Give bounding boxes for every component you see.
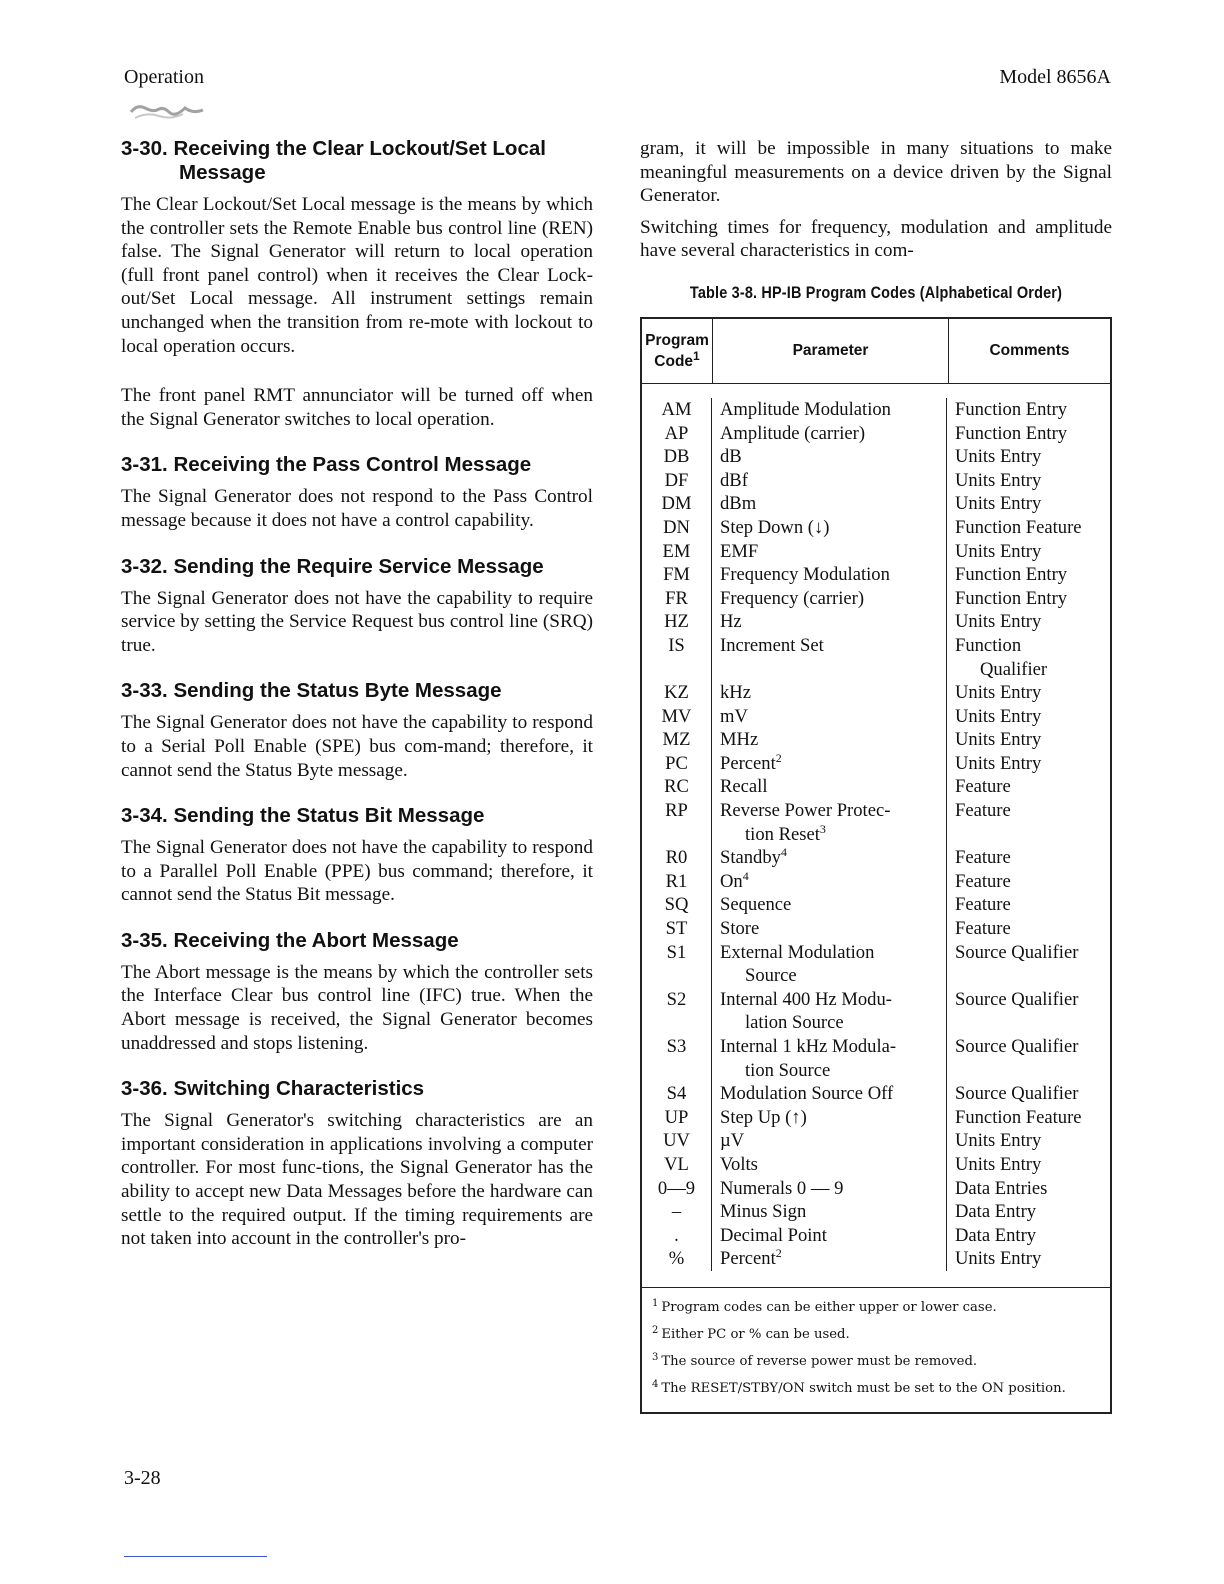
table-row bbox=[642, 1153, 1110, 1177]
cell-comment bbox=[947, 587, 1110, 611]
cell-code: FR bbox=[642, 587, 712, 611]
comment-text: Function Entry bbox=[955, 422, 1068, 444]
table-title: Table 3-8. HP-IB Program Codes (Alphabetical Order) bbox=[689, 282, 1063, 302]
table-row bbox=[642, 1106, 1110, 1130]
cell-parameter bbox=[712, 941, 947, 988]
cell-code: . bbox=[642, 1224, 712, 1248]
comment-text: Feature bbox=[955, 776, 1011, 798]
cell-comment bbox=[947, 752, 1110, 776]
parameter-text: Standby bbox=[720, 847, 781, 869]
parameter-text: kHz bbox=[720, 682, 751, 704]
cell-comment bbox=[947, 893, 1110, 917]
program-codes-table bbox=[640, 317, 1112, 1414]
section-3-32 bbox=[121, 555, 593, 658]
parameter-text: Step Up (↑) bbox=[720, 1106, 807, 1128]
parameter-text-line2: lation Source bbox=[745, 1012, 844, 1034]
paragraph: The Clear Lockout/Set Local message is the means by which the controller sets the Remote Enable bus control line (REN) false. The Signal Generator will return to local operation (full front panel control) when it receives the Clear Lock-out/Set Local message. All instrument settings remain unchanged when the transition from re-mote with lockout to local operation occurs. bbox=[121, 194, 593, 357]
cell-code: DN bbox=[642, 516, 712, 540]
footnote-ref: 2 bbox=[775, 1246, 782, 1261]
cell-code: MV bbox=[642, 705, 712, 729]
comment-text: Source Qualifier bbox=[955, 1036, 1079, 1057]
parameter-text: dBm bbox=[720, 493, 757, 515]
table-row bbox=[642, 799, 1110, 846]
footnote bbox=[652, 1324, 1110, 1342]
cell-comment bbox=[947, 1177, 1110, 1201]
cell-code: RC bbox=[642, 775, 712, 799]
cell-parameter bbox=[712, 846, 947, 870]
parameter-text: Percent bbox=[720, 752, 776, 774]
cell-code: S3 bbox=[642, 1035, 712, 1082]
table-row bbox=[642, 1177, 1110, 1201]
table-row bbox=[642, 1082, 1110, 1106]
cell-code: FM bbox=[642, 563, 712, 587]
cell-code: EM bbox=[642, 540, 712, 564]
table-row bbox=[642, 563, 1110, 587]
comment-text: Units Entry bbox=[955, 752, 1042, 774]
comment-text: Source Qualifier bbox=[955, 1083, 1079, 1105]
comment-text: Feature bbox=[955, 918, 1011, 940]
table-row bbox=[642, 398, 1110, 422]
cell-comment bbox=[947, 1129, 1110, 1153]
cell-parameter bbox=[712, 1106, 947, 1130]
parameter-text-line2: tion Source bbox=[745, 1059, 831, 1081]
parameter-text: External Modulation bbox=[720, 941, 875, 963]
comment-text: Units Entry bbox=[955, 611, 1042, 633]
cell-parameter bbox=[712, 728, 947, 752]
comment-text: Feature bbox=[955, 847, 1011, 869]
section-heading bbox=[121, 1077, 593, 1101]
cell-parameter bbox=[712, 516, 947, 540]
cell-parameter bbox=[712, 610, 947, 634]
section-number: 3-33. bbox=[121, 679, 168, 703]
comment-text: Function Entry bbox=[955, 587, 1068, 609]
section-number: 3-30. bbox=[121, 137, 168, 160]
cell-parameter bbox=[712, 1129, 947, 1153]
footnote-mark: 1 bbox=[652, 1297, 659, 1309]
paragraph: The Signal Generator does not have the capability to respond to a Parallel Poll Enable (PPE) bus command; therefore, it cannot send the Status Bit message. bbox=[121, 837, 593, 906]
parameter-text-cont bbox=[720, 964, 946, 988]
table-row bbox=[642, 634, 1110, 681]
cell-comment bbox=[947, 988, 1110, 1035]
cell-code: KZ bbox=[642, 681, 712, 705]
cell-comment bbox=[947, 799, 1110, 846]
comment-text: Units Entry bbox=[955, 540, 1042, 562]
table-row bbox=[642, 752, 1110, 776]
comment-text: Units Entry bbox=[955, 493, 1042, 515]
cell-comment bbox=[947, 445, 1110, 469]
table-row bbox=[642, 728, 1110, 752]
table-row bbox=[642, 587, 1110, 611]
parameter-text: dBf bbox=[720, 469, 748, 491]
paragraph: The Signal Generator does not have the capability to respond to a Serial Poll Enable (SPE) bus com-mand; therefore, it cannot send the Status Byte message. bbox=[121, 712, 593, 781]
cell-comment bbox=[947, 492, 1110, 516]
section-number: 3-32. bbox=[121, 554, 168, 578]
comment-text: Data Entry bbox=[955, 1224, 1037, 1246]
header-program-code: Program Code$^1$ bbox=[642, 319, 713, 383]
comment-text: Feature bbox=[955, 800, 1011, 822]
table-row bbox=[642, 516, 1110, 540]
paragraph: The Signal Generator's switching characteristics are an important consideration in applications involving a computer controller. For most func-tions, the Signal Generator has the ability to accept new Data Messages before the hardware can settle to the required output. If the timing requirements are not taken into account in the controller's pro- bbox=[121, 1110, 593, 1250]
section-heading bbox=[121, 453, 593, 477]
section-number: 3-36. bbox=[121, 1077, 168, 1101]
cell-comment bbox=[947, 540, 1110, 564]
cell-parameter bbox=[712, 752, 947, 776]
parameter-text: Percent bbox=[720, 1248, 776, 1270]
cell-comment bbox=[947, 1082, 1110, 1106]
cell-comment bbox=[947, 917, 1110, 941]
section-3-35 bbox=[121, 929, 593, 1055]
parameter-text: Frequency Modulation bbox=[720, 564, 890, 586]
section-heading bbox=[121, 929, 593, 953]
section-title: Receiving the Pass Control Message bbox=[173, 453, 532, 477]
footnote bbox=[652, 1378, 1110, 1396]
parameter-text-line2: tion Reset bbox=[745, 823, 820, 845]
cell-parameter bbox=[712, 422, 947, 446]
table-row bbox=[642, 469, 1110, 493]
paragraph: The front panel RMT annunciator will be turned off when the Signal Generator switches to local operation. bbox=[121, 385, 593, 430]
cell-comment bbox=[947, 422, 1110, 446]
table-row bbox=[642, 705, 1110, 729]
cell-parameter bbox=[712, 1035, 947, 1082]
paragraph: Switching times for frequency, modulation and amplitude have several characteristics in com- bbox=[640, 216, 1112, 262]
footnote bbox=[652, 1297, 1110, 1315]
section-title: Receiving the Abort Message bbox=[173, 928, 459, 952]
parameter-text: Sequence bbox=[720, 894, 792, 916]
parameter-text: dB bbox=[720, 446, 742, 468]
comment-text: Units Entry bbox=[955, 1248, 1042, 1270]
section-number: 3-34. bbox=[121, 804, 168, 828]
parameter-text: mV bbox=[720, 705, 748, 727]
cell-comment bbox=[947, 775, 1110, 799]
footnote-text: Either PC or % can be used. bbox=[661, 1326, 850, 1342]
cell-comment bbox=[947, 705, 1110, 729]
cell-comment bbox=[947, 469, 1110, 493]
header-parameter: Parameter bbox=[713, 319, 949, 383]
parameter-text: EMF bbox=[720, 540, 759, 562]
parameter-text: Amplitude Modulation bbox=[720, 398, 891, 420]
parameter-text: Numerals 0 — 9 bbox=[720, 1177, 844, 1199]
parameter-text: Increment Set bbox=[720, 634, 824, 656]
cell-comment bbox=[947, 563, 1110, 587]
footnote-text: Program codes can be either upper or lower case. bbox=[661, 1299, 997, 1315]
cell-code: DF bbox=[642, 469, 712, 493]
cell-parameter bbox=[712, 893, 947, 917]
cell-parameter bbox=[712, 681, 947, 705]
section-title: Sending the Status Byte Message bbox=[173, 679, 502, 703]
cell-code: IS bbox=[642, 634, 712, 681]
table-row bbox=[642, 1247, 1110, 1271]
cell-code: % bbox=[642, 1247, 712, 1271]
cell-parameter bbox=[712, 1224, 947, 1248]
cell-comment bbox=[947, 398, 1110, 422]
section-title-cont: Message bbox=[179, 161, 266, 184]
cell-comment bbox=[947, 516, 1110, 540]
cell-code: DB bbox=[642, 445, 712, 469]
section-heading bbox=[121, 555, 593, 579]
cell-comment bbox=[947, 1247, 1110, 1271]
table-row bbox=[642, 1129, 1110, 1153]
comment-text: Function Feature bbox=[955, 516, 1082, 538]
comment-text: Source Qualifier bbox=[955, 988, 1079, 1010]
cell-parameter bbox=[712, 775, 947, 799]
cell-comment bbox=[947, 1200, 1110, 1224]
cell-code: R1 bbox=[642, 870, 712, 894]
comment-text: Units Entry bbox=[955, 729, 1042, 751]
section-title: Sending the Require Service Message bbox=[173, 554, 544, 578]
table-row bbox=[642, 1035, 1110, 1082]
cell-parameter bbox=[712, 634, 947, 681]
cell-code: ST bbox=[642, 917, 712, 941]
cell-code: AP bbox=[642, 422, 712, 446]
parameter-text: Internal 400 Hz Modu- bbox=[720, 988, 892, 1010]
cell-code: 0—9 bbox=[642, 1177, 712, 1201]
cell-code: S4 bbox=[642, 1082, 712, 1106]
footnote bbox=[652, 1351, 1110, 1369]
paragraph: gram, it will be impossible in many situations to make meaningful measurements on a device driven by the Signal Generator. bbox=[640, 138, 1112, 207]
cell-code: AM bbox=[642, 398, 712, 422]
section-3-34 bbox=[121, 804, 593, 907]
comment-text: Feature bbox=[955, 894, 1011, 916]
parameter-text: MHz bbox=[720, 729, 759, 751]
header-section-label: Operation bbox=[124, 66, 204, 88]
parameter-text: Modulation Source Off bbox=[720, 1083, 894, 1105]
comment-text: Function bbox=[955, 634, 1022, 656]
paragraph: The Abort message is the means by which the controller sets the Interface Clear bus control line (IFC) true. When the Abort message is received, the Signal Generator becomes unaddressed and stops listening. bbox=[121, 961, 593, 1054]
footnote-ref: 4 bbox=[742, 868, 749, 883]
cell-parameter bbox=[712, 1200, 947, 1224]
footnote-ref: 4 bbox=[780, 845, 787, 860]
parameter-text: Step Down (↓) bbox=[720, 516, 830, 538]
section-3-36 bbox=[121, 1077, 593, 1251]
parameter-text-line2: Source bbox=[745, 965, 797, 987]
table-row bbox=[642, 1200, 1110, 1224]
parameter-text-cont bbox=[720, 1059, 946, 1083]
cell-comment bbox=[947, 1153, 1110, 1177]
cell-parameter bbox=[712, 917, 947, 941]
cell-parameter bbox=[712, 1247, 947, 1271]
parameter-text: Recall bbox=[720, 776, 768, 798]
parameter-text: Amplitude (carrier) bbox=[720, 422, 866, 444]
table-row bbox=[642, 492, 1110, 516]
cell-comment bbox=[947, 846, 1110, 870]
cell-code: DM bbox=[642, 492, 712, 516]
comment-text: Feature bbox=[955, 870, 1011, 892]
footnote-text: The RESET/STBY/ON switch must be set to the ON position. bbox=[661, 1380, 1066, 1396]
section-title: Receiving the Clear Lockout/Set Local bbox=[173, 137, 546, 160]
cell-parameter bbox=[712, 587, 947, 611]
cell-code: VL bbox=[642, 1153, 712, 1177]
table-body bbox=[642, 384, 1110, 1288]
comment-text: Units Entry bbox=[955, 682, 1042, 704]
cell-parameter bbox=[712, 1082, 947, 1106]
cell-code: RP bbox=[642, 799, 712, 846]
section-title: Switching Characteristics bbox=[173, 1077, 425, 1101]
section-number: 3-35. bbox=[121, 928, 168, 952]
table-row bbox=[642, 941, 1110, 988]
section-3-31 bbox=[121, 453, 593, 532]
cell-parameter bbox=[712, 469, 947, 493]
parameter-text: On bbox=[720, 870, 743, 892]
table-footnotes bbox=[642, 1288, 1110, 1412]
cell-comment bbox=[947, 610, 1110, 634]
parameter-text: µV bbox=[720, 1130, 745, 1152]
table-row bbox=[642, 988, 1110, 1035]
comment-text: Data Entries bbox=[955, 1177, 1048, 1199]
page-number: 3-28 bbox=[124, 1467, 161, 1489]
section-heading bbox=[121, 679, 593, 703]
cell-parameter bbox=[712, 398, 947, 422]
parameter-text: Decimal Point bbox=[720, 1224, 827, 1246]
paragraph: The Signal Generator does not have the capability to require service by setting the Service Request bus control line (SRQ) true. bbox=[121, 587, 593, 656]
footnote-ref: 3 bbox=[819, 821, 826, 836]
cell-code: – bbox=[642, 1200, 712, 1224]
parameter-text: Store bbox=[720, 918, 760, 940]
cell-code: S1 bbox=[642, 941, 712, 988]
comment-text: Function Entry bbox=[955, 564, 1068, 586]
footnote-text: The source of reverse power must be removed. bbox=[661, 1353, 978, 1369]
cell-parameter bbox=[712, 492, 947, 516]
table-row bbox=[642, 870, 1110, 894]
parameter-text-cont bbox=[720, 1011, 946, 1035]
cell-comment bbox=[947, 634, 1110, 681]
parameter-text: Internal 1 kHz Modula- bbox=[720, 1036, 897, 1057]
comment-text-cont: Qualifier bbox=[980, 658, 1048, 680]
cell-parameter bbox=[712, 1177, 947, 1201]
header-model-label: Model 8656A bbox=[999, 66, 1111, 88]
comment-text: Units Entry bbox=[955, 1130, 1042, 1152]
section-heading bbox=[121, 804, 593, 828]
cell-parameter bbox=[712, 799, 947, 846]
table-row bbox=[642, 610, 1110, 634]
right-column bbox=[640, 137, 1112, 1414]
cell-code: S2 bbox=[642, 988, 712, 1035]
cell-code: HZ bbox=[642, 610, 712, 634]
cell-code: SQ bbox=[642, 893, 712, 917]
cell-comment bbox=[947, 728, 1110, 752]
table-row bbox=[642, 775, 1110, 799]
paragraph: The Signal Generator does not respond to the Pass Control message because it does not have a control capability. bbox=[121, 486, 593, 531]
footnote-mark: 2 bbox=[652, 1324, 659, 1336]
comment-text: Function Entry bbox=[955, 398, 1068, 420]
cell-comment bbox=[947, 681, 1110, 705]
comment-text: Units Entry bbox=[955, 469, 1042, 491]
cell-parameter bbox=[712, 445, 947, 469]
cell-parameter bbox=[712, 563, 947, 587]
table-row bbox=[642, 846, 1110, 870]
cell-code: UP bbox=[642, 1106, 712, 1130]
cell-parameter bbox=[712, 705, 947, 729]
parameter-text-cont bbox=[720, 823, 946, 847]
table-row bbox=[642, 540, 1110, 564]
comment-text: Function Feature bbox=[955, 1106, 1082, 1128]
cell-parameter bbox=[712, 1153, 947, 1177]
comment-text: Source Qualifier bbox=[955, 941, 1079, 963]
footnote-mark: 3 bbox=[652, 1351, 659, 1363]
cell-parameter bbox=[712, 870, 947, 894]
cell-parameter bbox=[712, 988, 947, 1035]
comment-text: Data Entry bbox=[955, 1201, 1037, 1223]
left-column bbox=[121, 137, 593, 1273]
cell-code: R0 bbox=[642, 846, 712, 870]
cell-code: UV bbox=[642, 1129, 712, 1153]
table-row bbox=[642, 917, 1110, 941]
scan-smudge-mark bbox=[127, 98, 207, 122]
table-row bbox=[642, 681, 1110, 705]
cell-code: PC bbox=[642, 752, 712, 776]
cell-comment bbox=[947, 1106, 1110, 1130]
section-3-30 bbox=[121, 137, 593, 431]
scan-edge-line bbox=[124, 1556, 267, 1557]
section-number: 3-31. bbox=[121, 453, 168, 477]
table-row bbox=[642, 893, 1110, 917]
parameter-text: Frequency (carrier) bbox=[720, 587, 865, 609]
parameter-text: Reverse Power Protec- bbox=[720, 800, 891, 822]
footnote-ref: 2 bbox=[775, 750, 782, 765]
section-title: Sending the Status Bit Message bbox=[173, 804, 485, 828]
section-3-33 bbox=[121, 679, 593, 782]
table-header bbox=[642, 319, 1110, 384]
cell-parameter bbox=[712, 540, 947, 564]
comment-text: Units Entry bbox=[955, 446, 1042, 468]
comment-text: Units Entry bbox=[955, 705, 1042, 727]
cell-comment bbox=[947, 870, 1110, 894]
parameter-text: Volts bbox=[720, 1153, 758, 1175]
cell-code: MZ bbox=[642, 728, 712, 752]
table-row bbox=[642, 422, 1110, 446]
header-comments: Comments bbox=[989, 342, 1070, 360]
cell-comment bbox=[947, 1224, 1110, 1248]
cell-comment bbox=[947, 941, 1110, 988]
table-row bbox=[642, 1224, 1110, 1248]
footnote-mark: 4 bbox=[652, 1378, 659, 1390]
parameter-text: Hz bbox=[720, 611, 742, 633]
section-heading bbox=[121, 137, 593, 185]
cell-comment bbox=[947, 1035, 1110, 1082]
table-row bbox=[642, 445, 1110, 469]
parameter-text: Minus Sign bbox=[720, 1201, 807, 1223]
comment-text: Units Entry bbox=[955, 1153, 1042, 1175]
